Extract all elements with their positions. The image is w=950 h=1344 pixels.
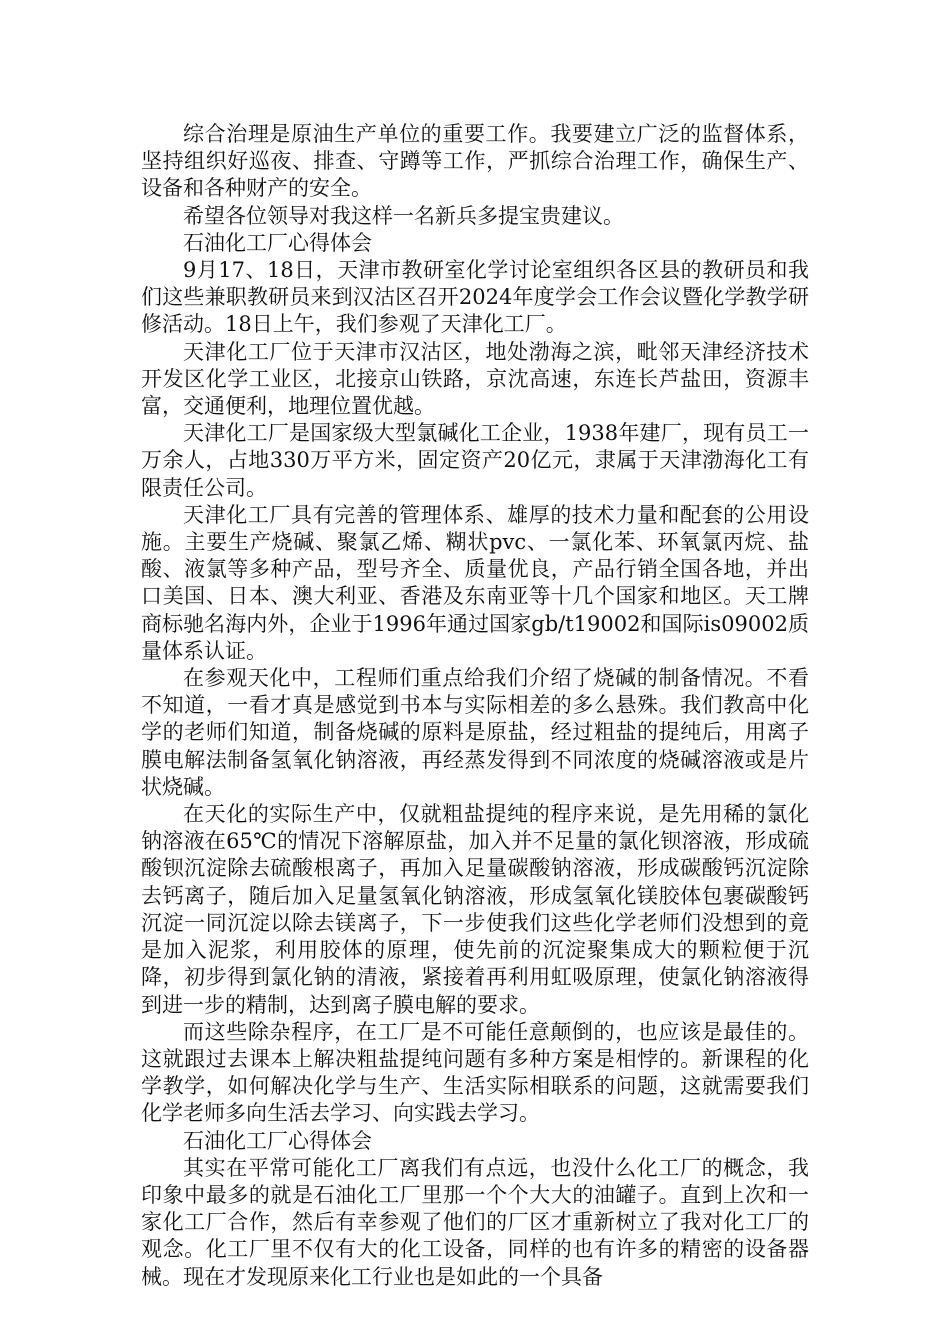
paragraph-products: 天津化工厂具有完善的管理体系、雄厚的技术力量和配套的公用设施。主要生产烧碱、聚氯乙烯、糊状pvc、一氯化苯、环氧氯丙烷、盐酸、液氯等多种产品，型号齐全、质量优良，产品行销全国各地，并出口美国、日本、澳大利亚、香港及东南亚等十几个国家和地区。天工牌商标驰名海内外，企业于1996年通过国家gb/t19002和国际is09002质量体系认证。	[141, 502, 809, 663]
document-page	[141, 121, 809, 1291]
paragraph-company-profile: 天津化工厂是国家级大型氯碱化工企业，1938年建厂，现有员工一万余人，占地330万平方米，固定资产20亿元，隶属于天津渤海化工有限责任公司。	[141, 421, 809, 500]
paragraph-comprehensive-governance: 综合治理是原油生产单位的重要工作。我要建立广泛的监督体系，坚持组织好巡夜、排查、守蹲等工作，严抓综合治理工作，确保生产、设备和各种财产的安全。	[141, 122, 809, 201]
section-heading: 石油化工厂心得体会	[183, 230, 372, 255]
paragraph-salt-purification: 在天化的实际生产中，仅就粗盐提纯的程序来说，是先用稀的氯化钠溶液在65℃的情况下溶解原盐，加入并不足量的氯化钡溶液，形成硫酸钡沉淀除去硫酸根离子，再加入足量碳酸钠溶液，形成碳酸钙沉淀除去钙离子，随后加入足量氢氧化钠溶液，形成氢氧化镁胶体包裹碳酸钙沉淀一同沉淀以除去镁离子，下一步使我们这些化学老师们没想到的竟是加入泥浆，利用胶体的原理，使先前的沉淀聚集成大的颗粒便于沉降，初步得到氯化钠的清液，紧接着再利用虹吸原理，使氯化钠溶液得到进一步的精制，达到离子膜电解的要求。	[141, 802, 809, 1017]
paragraph-caustic-soda: 在参观天化中，工程师们重点给我们介绍了烧碱的制备情况。不看不知道，一看才真是感觉到书本与实际相差的多么悬殊。我们教高中化学的老师们知道，制备烧碱的原料是原盐，经过粗盐的提纯后，用离子膜电解法制备氢氧化钠溶液，再经蒸发得到不同浓度的烧碱溶液或是片状烧碱。	[141, 666, 809, 799]
paragraph-request-advice: 希望各位领导对我这样一名新兵多提宝贵建议。	[183, 203, 624, 228]
paragraph-visit-intro: 9月17、18日，天津市教研室化学讨论室组织各区县的教研员和我们这些兼职教研员来到汉沽区召开2024年度学会工作会议暨化学教学研修活动。18日上午，我们参观了天津化工厂。	[141, 258, 809, 337]
section-heading: 石油化工厂心得体会	[183, 1128, 372, 1153]
paragraph-impressions: 其实在平常可能化工厂离我们有点远，也没什么化工厂的概念，我印象中最多的就是石油化工厂里那一个个大大的油罐子。直到上次和一家化工厂合作，然后有幸参观了他们的厂区才重新树立了我对化工厂的观念。化工厂里不仅有大的化工设备，同样的也有许多的精密的设备器械。现在才发现原来化工行业也是如此的一个具备	[141, 1155, 809, 1289]
paragraph-reflection: 而这些除杂程序，在工厂是不可能任意颠倒的，也应该是最佳的。这就跟过去课本上解决粗盐提纯问题有多种方案是相悖的。新课程的化学教学，如何解决化学与生产、生活实际相联系的问题，这就需要我们化学老师多向生活去学习、向实践去学习。	[141, 1019, 809, 1126]
paragraph-location: 天津化工厂位于天津市汉沽区，地处渤海之滨，毗邻天津经济技术开发区化学工业区，北接京山铁路，京沈高速，东连长芦盐田，资源丰富，交通便利，地理位置优越。	[141, 339, 809, 419]
